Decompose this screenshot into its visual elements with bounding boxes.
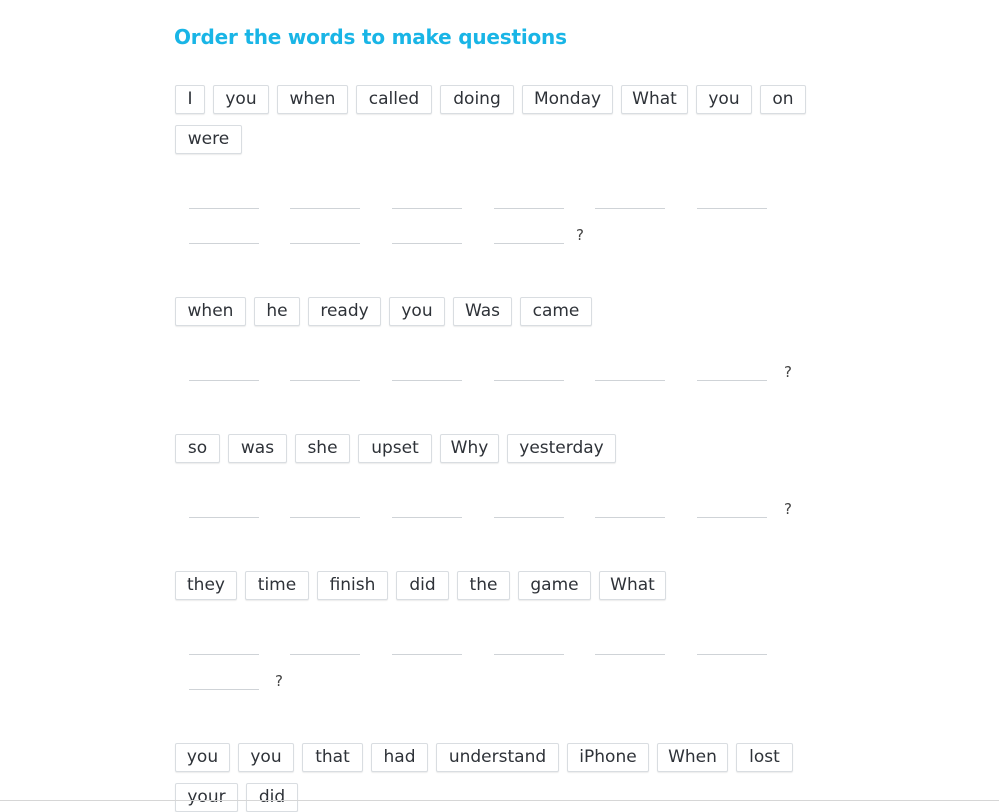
word-chip[interactable]: when bbox=[175, 297, 246, 326]
word-chip[interactable]: What bbox=[599, 571, 666, 600]
question-mark: ? bbox=[784, 500, 792, 518]
word-chip[interactable]: doing bbox=[440, 85, 514, 114]
word-chip[interactable]: so bbox=[175, 434, 220, 463]
question-mark: ? bbox=[784, 363, 792, 381]
answer-blank[interactable] bbox=[494, 380, 564, 381]
word-chip[interactable]: did bbox=[246, 783, 298, 812]
answer-blank[interactable] bbox=[494, 208, 564, 209]
word-chip[interactable]: was bbox=[228, 434, 287, 463]
answer-blank[interactable] bbox=[595, 517, 665, 518]
question-mark: ? bbox=[275, 672, 283, 690]
answer-blank[interactable] bbox=[392, 208, 462, 209]
word-chip[interactable]: called bbox=[356, 85, 432, 114]
answer-blank[interactable] bbox=[189, 380, 259, 381]
answer-blank[interactable] bbox=[290, 243, 360, 244]
word-chip[interactable]: you bbox=[696, 85, 752, 114]
answer-blank[interactable] bbox=[290, 208, 360, 209]
word-chip[interactable]: iPhone bbox=[567, 743, 649, 772]
word-chip[interactable]: yesterday bbox=[507, 434, 616, 463]
word-chip[interactable]: on bbox=[760, 85, 806, 114]
word-chip[interactable]: Monday bbox=[522, 85, 613, 114]
word-chip[interactable]: Why bbox=[440, 434, 499, 463]
word-chip[interactable]: they bbox=[175, 571, 237, 600]
viewport-bottom-edge bbox=[0, 800, 999, 801]
word-chip[interactable]: came bbox=[520, 297, 592, 326]
answer-blank[interactable] bbox=[697, 654, 767, 655]
word-chip[interactable]: he bbox=[254, 297, 300, 326]
answer-blank[interactable] bbox=[189, 243, 259, 244]
answer-blank[interactable] bbox=[392, 517, 462, 518]
answer-blank[interactable] bbox=[392, 654, 462, 655]
answer-blank[interactable] bbox=[494, 517, 564, 518]
word-chip[interactable]: game bbox=[518, 571, 591, 600]
answer-blank[interactable] bbox=[392, 380, 462, 381]
word-chip[interactable]: did bbox=[396, 571, 449, 600]
word-chip[interactable]: upset bbox=[358, 434, 432, 463]
word-chip[interactable]: your bbox=[175, 783, 238, 812]
word-chip[interactable]: time bbox=[245, 571, 309, 600]
word-chip[interactable]: the bbox=[457, 571, 510, 600]
word-chip[interactable]: when bbox=[277, 85, 348, 114]
word-chip[interactable]: you bbox=[175, 743, 230, 772]
word-chip[interactable]: Was bbox=[453, 297, 512, 326]
word-chip[interactable]: understand bbox=[436, 743, 559, 772]
answer-blank[interactable] bbox=[290, 517, 360, 518]
word-chip[interactable]: finish bbox=[317, 571, 388, 600]
word-chip[interactable]: she bbox=[295, 434, 350, 463]
answer-blank[interactable] bbox=[697, 517, 767, 518]
answer-blank[interactable] bbox=[697, 208, 767, 209]
answer-blank[interactable] bbox=[494, 654, 564, 655]
answer-blank[interactable] bbox=[290, 380, 360, 381]
answer-blank[interactable] bbox=[189, 517, 259, 518]
word-chip[interactable]: lost bbox=[736, 743, 793, 772]
answer-blank[interactable] bbox=[189, 689, 259, 690]
answer-blank[interactable] bbox=[290, 654, 360, 655]
answer-blank[interactable] bbox=[494, 243, 564, 244]
answer-blank[interactable] bbox=[595, 380, 665, 381]
answer-blank[interactable] bbox=[697, 380, 767, 381]
word-chip[interactable]: had bbox=[371, 743, 428, 772]
word-chip[interactable]: you bbox=[238, 743, 294, 772]
word-chip[interactable]: ready bbox=[308, 297, 381, 326]
word-chip[interactable]: I bbox=[175, 85, 205, 114]
word-chip[interactable]: were bbox=[175, 125, 242, 154]
word-chip[interactable]: that bbox=[302, 743, 363, 772]
answer-blank[interactable] bbox=[189, 654, 259, 655]
page-title: Order the words to make questions bbox=[174, 25, 567, 49]
word-chip[interactable]: What bbox=[621, 85, 688, 114]
word-chip[interactable]: When bbox=[657, 743, 728, 772]
answer-blank[interactable] bbox=[189, 208, 259, 209]
answer-blank[interactable] bbox=[595, 654, 665, 655]
answer-blank[interactable] bbox=[392, 243, 462, 244]
answer-blank[interactable] bbox=[595, 208, 665, 209]
question-mark: ? bbox=[576, 226, 584, 244]
word-chip[interactable]: you bbox=[213, 85, 269, 114]
word-chip[interactable]: you bbox=[389, 297, 445, 326]
